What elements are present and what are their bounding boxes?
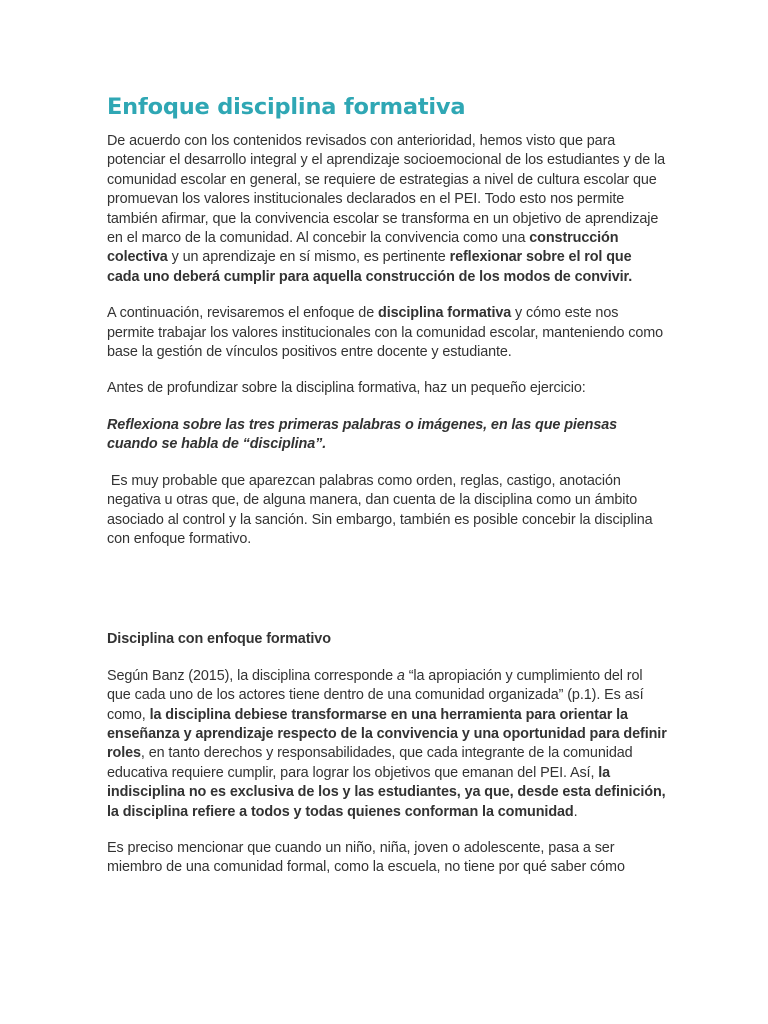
banz-bold-tool: la disciplina debiese transformarse en una herramienta para orientar la enseñanza y aprendizaje respecto de la convivencia y una oportunidad para definir roles bbox=[107, 706, 667, 762]
intro-bold-reflect: reflexionar sobre el rol que cada uno deberá cumplir para aquella construcción de los modos de convivir. bbox=[107, 249, 633, 285]
exercise-prompt bbox=[107, 416, 667, 455]
banz-text-3: , en tanto derechos y responsabilidades, que cada integrante de la comunidad educativa requiere cumplir, para lograr los objetivos que emanan del PEI. Así, bbox=[107, 745, 633, 781]
approach-paragraph bbox=[107, 304, 667, 362]
banz-bold-indiscipline: la indisciplina no es exclusiva de los y las estudiantes, ya que, desde esta definición, la disciplina refiere a todos y todas quienes conforman la comunidad bbox=[107, 764, 666, 820]
approach-text: A continuación, revisaremos el enfoque de bbox=[107, 305, 378, 322]
exercise-prompt-text: Reflexiona sobre las tres primeras palabras o imágenes, en las que piensas cuando se habla de “disciplina”. bbox=[107, 416, 618, 453]
banz-text: Según Banz (2015), la disciplina corresponde bbox=[107, 667, 397, 684]
banz-text-4: . bbox=[573, 803, 578, 820]
banz-italic: a bbox=[396, 667, 405, 684]
closing-paragraph: Es preciso mencionar que cuando un niño, niña, joven o adolescente, pasa a ser miembro de una comunidad formal, como la escuela, no tiene por qué saber cómo bbox=[107, 839, 625, 876]
probable-words-paragraph: Es muy probable que aparezcan palabras como orden, reglas, castigo, anotación negativa u otras que, de alguna manera, dan cuenta de la disciplina como un ámbito asociado al control y la sanción. Sin embargo, también es posible concebir la disciplina con enfoque formativo. bbox=[107, 472, 657, 547]
banz-text-2: “la apropiación y cumplimiento del rol que cada uno de los actores tiene dentro de una comunidad organizada” (p.1). Es así como, bbox=[107, 667, 644, 723]
approach-text-2: y cómo este nos permite trabajar los valores institucionales con la comunidad escolar, manteniendo como base la gestión de vínculos positivos entre docente y estudiante. bbox=[107, 305, 664, 361]
intro-text-2: y un aprendizaje en sí mismo, es pertinente bbox=[167, 249, 450, 266]
document-content bbox=[107, 92, 667, 895]
section-spacer bbox=[107, 566, 667, 630]
intro-paragraph bbox=[107, 132, 667, 287]
section-heading: Disciplina con enfoque formativo bbox=[107, 631, 331, 648]
intro-bold-collective: construcción colectiva bbox=[107, 230, 619, 266]
banz-paragraph bbox=[107, 667, 667, 822]
exercise-intro: Antes de profundizar sobre la disciplina formativa, haz un pequeño ejercicio: bbox=[107, 380, 586, 397]
page-title: Enfoque disciplina formativa bbox=[107, 94, 466, 120]
approach-bold: disciplina formativa bbox=[378, 305, 512, 322]
intro-text: De acuerdo con los contenidos revisados con anterioridad, hemos visto que para potenciar el desarrollo integral y el aprendizaje socioemocional de los estudiantes y de la comunidad escolar en general, se requiere de estrategias a nivel de cultura escolar que promuevan los valores institucionales declarados en el PEI. Todo esto nos permite también afirmar, que la convivencia escolar se transforma en un objetivo de aprendizaje en el marco de la comunidad. Al concebir la convivencia como una bbox=[107, 133, 666, 247]
